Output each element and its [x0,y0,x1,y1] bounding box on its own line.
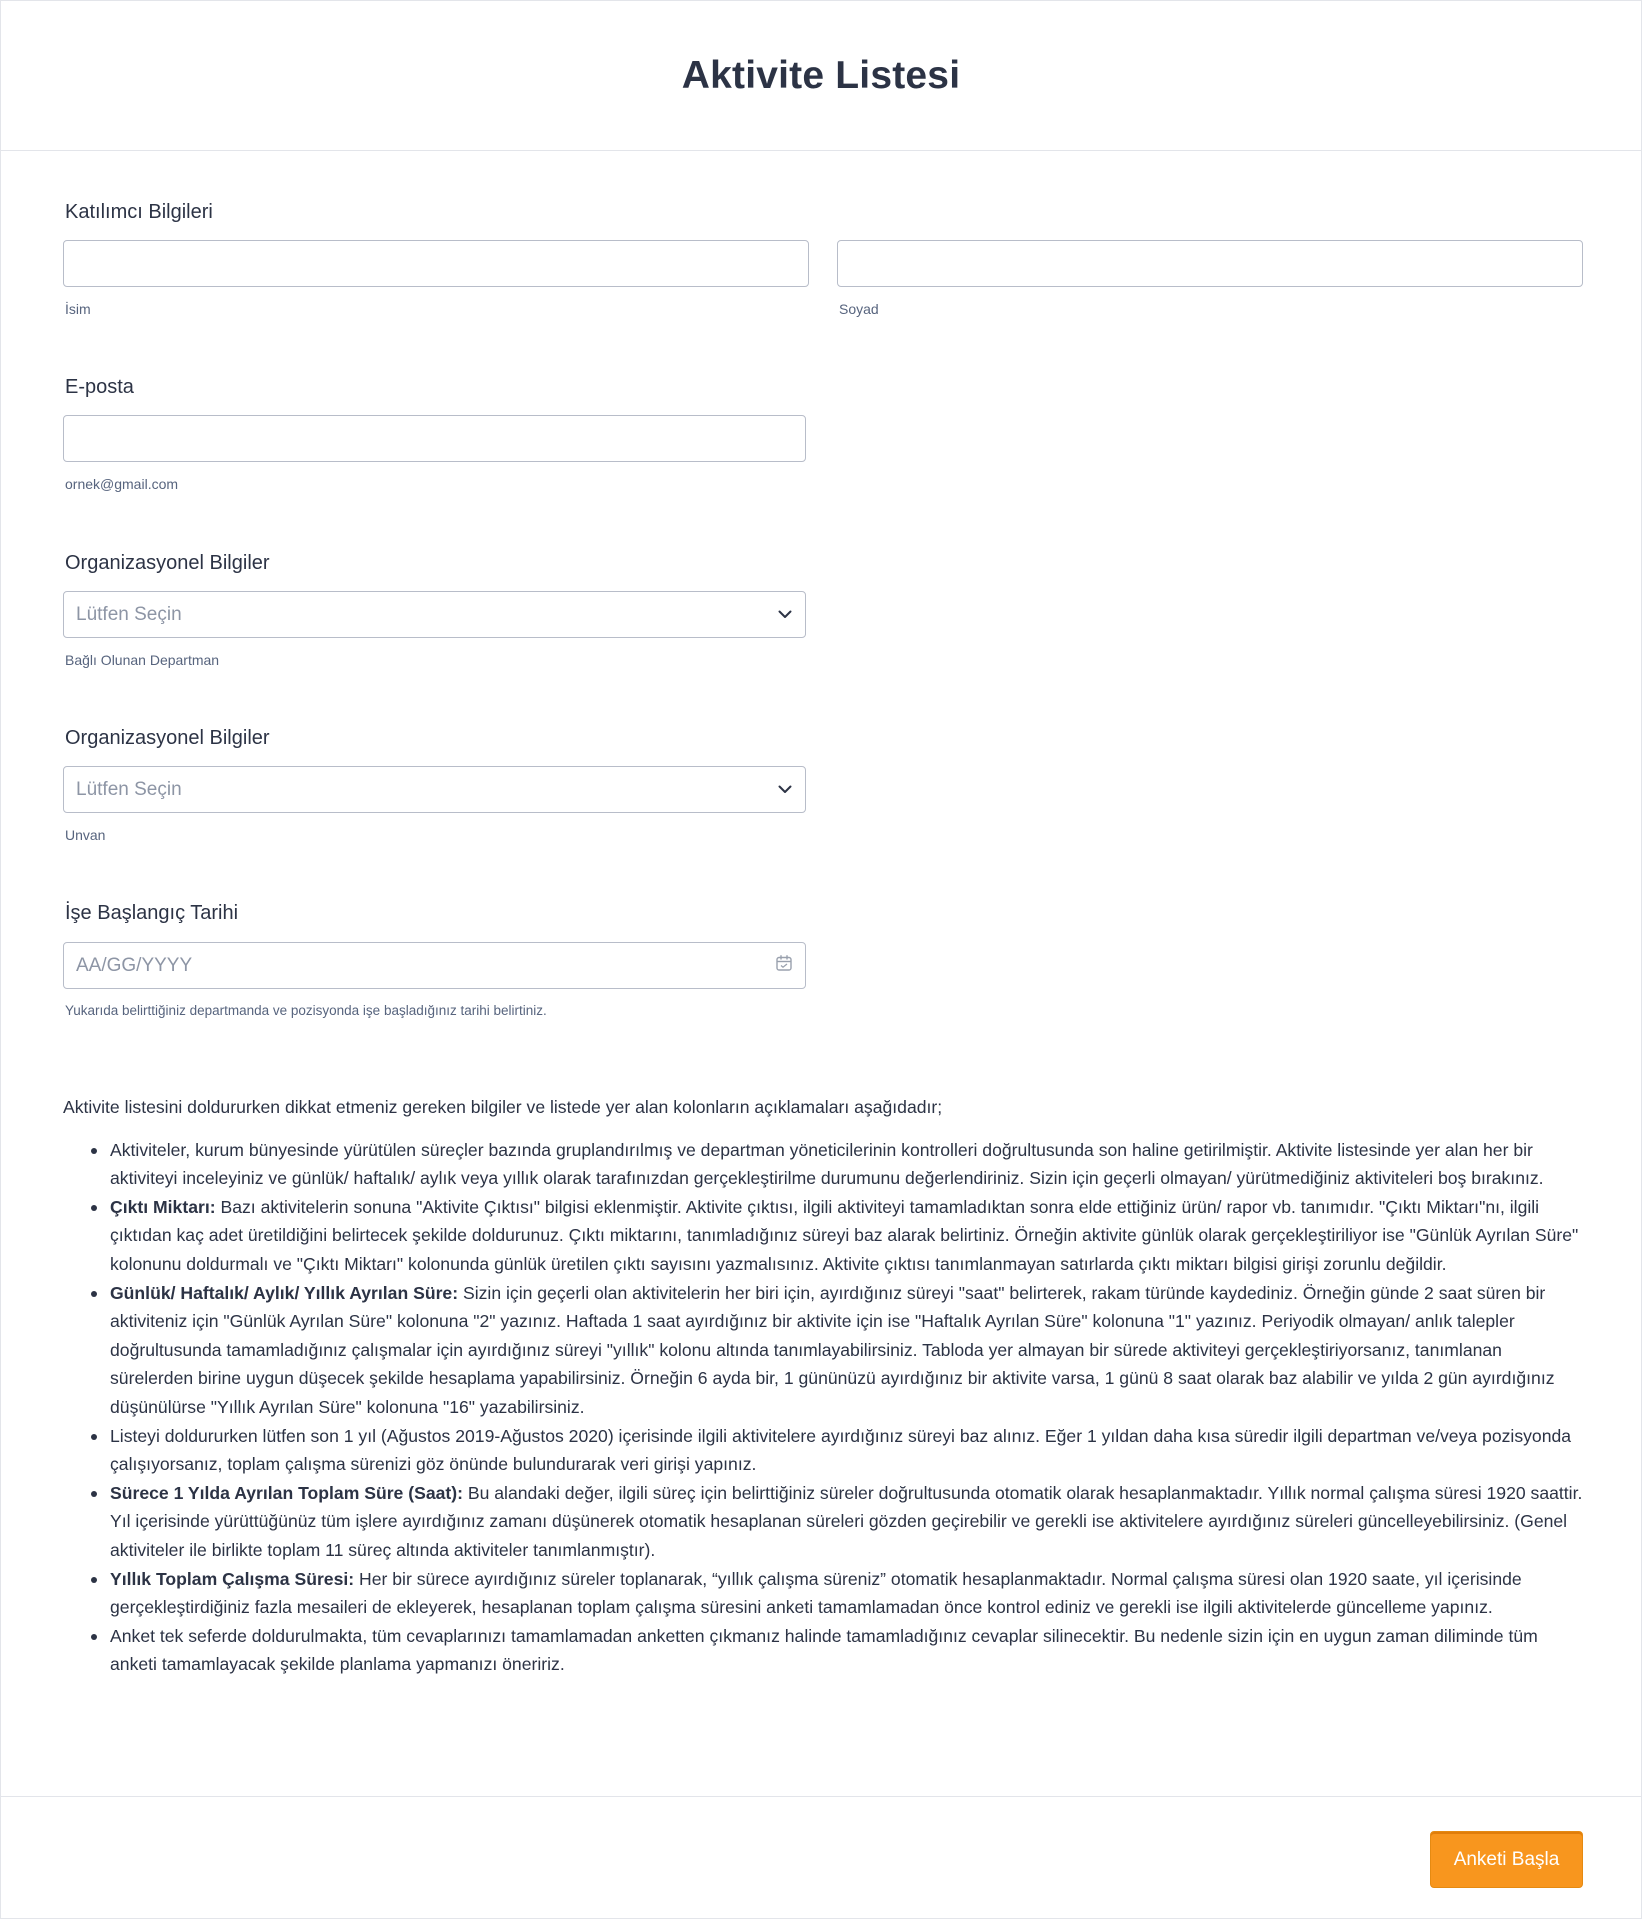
chevron-down-icon [777,782,793,798]
calendar-icon[interactable] [775,954,793,977]
department-sublabel: Bağlı Olunan Departman [65,652,220,668]
last-name-sublabel: Soyad [839,301,879,317]
chevron-down-icon [777,607,793,623]
email-label: E-posta [65,376,134,398]
start-date-input[interactable] [63,942,806,989]
form-header [1,1,1641,151]
list-item: Aktiviteler, kurum bünyesinde yürütülen süreçler bazında gruplandırılmış ve departman yöneticilerinin kontrolleri doğrultusunda son haline getirilmiştir. Aktivite listesinde yer alan her bir aktiviteyi inceleyiniz ve günlük/ haftalık/ aylık veya yıllık olarak tarafınızdan gerçekleştirilme durumunu değerlendiriniz. Sizin için geçerli olmayan/ yürütmediğiniz aktiviteleri boş bırakınız. [89,1136,1583,1193]
instructions-block [63,1093,1583,1679]
start-date-placeholder: AA/GG/YYYY [76,954,193,976]
list-item: Anket tek seferde doldurulmakta, tüm cevaplarınızı tamamlamadan anketten çıkmanız halinde tamamladığınız cevaplar silinecektir. Bu nedenle sizin için en uygun zaman diliminde tüm anketi tamamlayacak şekilde planlama yapmanızı öneririz. [89,1622,1583,1679]
title-sublabel: Unvan [65,827,106,843]
list-item: Çıktı Miktarı: Bazı aktivitelerin sonuna "Aktivite Çıktısı" bilgisi eklenmiştir. Aktivite çıktısı, ilgili aktiviteyi tamamladıktan sonra elde ettiğiniz ürün/ rapor vb. tanımıdır. "Çıktı Miktarı"nı, ilgili çıktıdan kaç adet üretildiğini belirtecek şekilde doldurunuz. Çıktı miktarını, tanımladığınız süreyi baz alarak belirtiniz. Örneğin aktivite günlük olarak gerçekleştiriliyor ise "Günlük Ayrılan Süre" kolonunu doldurmalı ve "Çıktı Miktarı" kolonunda günlük üretilen çıktı sayısını yazmalısınız. Aktivite çıktısı tanımlanmayan satırlarda çıktı miktarı bilgisi girişi zorunlu değildir. [89,1193,1583,1279]
start-date-sublabel: Yukarıda belirttiğiniz departmanda ve pozisyonda işe başladığınız tarihi belirtiniz. [65,1003,547,1018]
participant-label: Katılımcı Bilgileri [65,201,213,223]
last-name-input[interactable] [837,240,1583,287]
department-select-placeholder: Lütfen Seçin [76,603,182,625]
department-select[interactable] [63,591,806,638]
email-input[interactable] [63,415,806,462]
first-name-input[interactable] [63,240,809,287]
start-date-label: İşe Başlangıç Tarihi [65,902,239,924]
start-survey-button[interactable]: Anketi Başla [1430,1831,1583,1888]
title-select[interactable] [63,766,806,813]
list-item: Sürece 1 Yılda Ayrılan Toplam Süre (Saat): Bu alandaki değer, ilgili süreç için belirttiğiniz süreler doğrultusunda otomatik olarak hesaplanmaktadır. Yıllık normal çalışma süresi 1920 saattir. Yıl içerisinde yürüttüğünüz tüm işlere ayırdığınız zamanı düşünerek otomatik hesaplanan süreleri gözden geçirebilir ve gerekli ise aktivitelere ayırdığınız süreleri güncelleyebilirsiniz. (Genel aktiviteler ile birlikte toplam 11 süreç altında aktiviteler tanımlanmıştır). [89,1479,1583,1565]
title-select-placeholder: Lütfen Seçin [76,778,182,800]
list-item: Listeyi doldururken lütfen son 1 yıl (Ağustos 2019-Ağustos 2020) içerisinde ilgili aktivitelere ayırdığınız süreyi baz alınız. Eğer 1 yıldan daha kısa süredir ilgili departman ve/veya pozisyonda çalışıyorsanız, toplam çalışma sürenizi göz önünde bulundurarak veri girişi yapınız. [89,1422,1583,1479]
first-name-sublabel: İsim [65,301,91,317]
email-sublabel: ornek@gmail.com [65,476,179,492]
department-label: Organizasyonel Bilgiler [65,552,270,574]
list-item: Günlük/ Haftalık/ Aylık/ Yıllık Ayrılan Süre: Sizin için geçerli olan aktivitelerin her biri için, ayırdığınız süreyi "saat" belirterek, rakam türünde kaydediniz. Örneğin günde 2 saat süren bir aktiviteniz için "Günlük Ayrılan Süre" kolonuna "2" yazınız. Haftada 1 saat ayırdığınız bir aktivite için ise "Haftalık Ayrılan Süre" kolonuna "1" yazınız. Periyodik olmayan/ anlık talepler doğrultusunda tamamladığınız çalışmalar için ayırdığınız süreyi "yıllık" kolonu altında tanımlayabilirsiniz. Tabloda yer almayan bir sürede aktiviteyi gerçekleştiriyorsanız, tanımlanan sürelerden birine uygun düşecek şekilde hesaplama yapabilirsiniz. Örneğin 6 ayda bir, 1 gününüzü ayırdığınız bir aktivite varsa, 1 günü 8 saat olarak baz alabilir ve yılda 2 gün ayırdığınız düşünülürse "Yıllık Ayrılan Süre" kolonuna "16" yazabilirsiniz. [89,1279,1583,1422]
instructions-list [89,1136,1583,1679]
title-label: Organizasyonel Bilgiler [65,727,270,749]
list-item: Yıllık Toplam Çalışma Süresi: Her bir sürece ayırdığınız süreler toplanarak, “yıllık çalışma süreniz” otomatik hesaplanmaktadır. Normal çalışma süresi olan 1920 saate, yıl içerisinde gerçekleştirdiğiniz fazla mesaileri de ekleyerek, hesaplanan toplam çalışma süresini anketi tamamlamadan önce kontrol ediniz ve gerekli ise ilgili aktivitelerde güncelleme yapınız. [89,1565,1583,1622]
instructions-intro: Aktivite listesini doldururken dikkat etmeniz gereken bilgiler ve listede yer alan kolonların açıklamaları aşağıdadır; [63,1097,943,1117]
form-footer [1,1796,1641,1919]
form-title: Aktivite Listesi [681,53,961,97]
